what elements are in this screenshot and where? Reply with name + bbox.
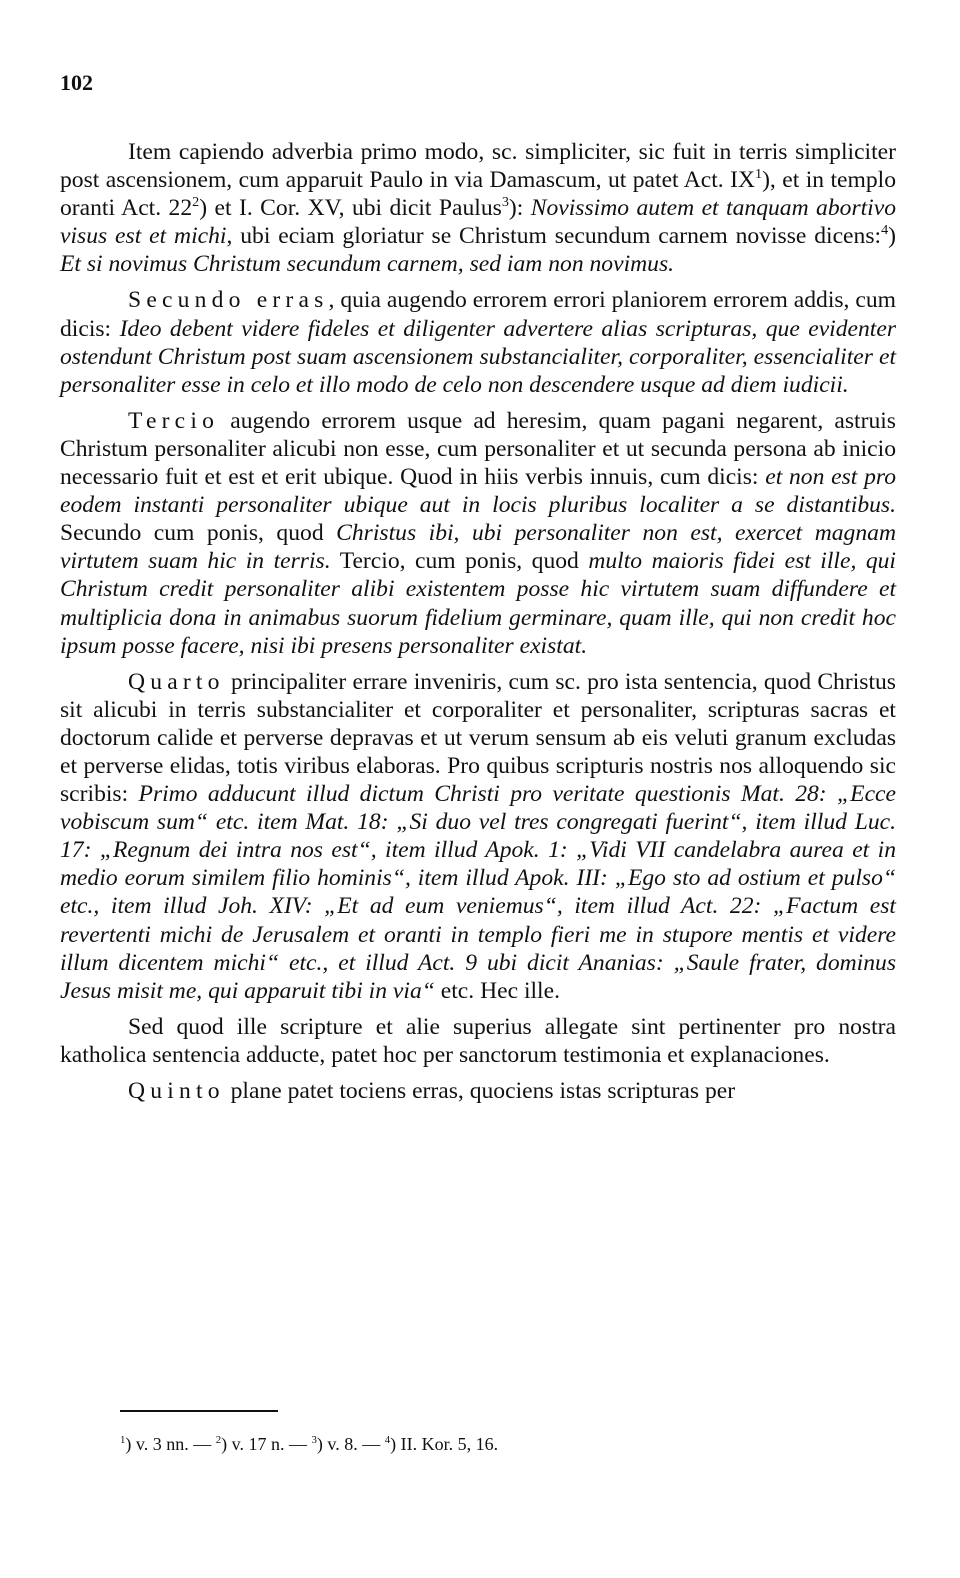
page-number: 102 [60,70,93,95]
spaced-heading-word: Tercio [128,407,220,434]
text-run: etc. Hec ille. [434,977,560,1004]
paragraph [60,1077,896,1105]
text-run: ) [888,223,896,250]
paragraph [60,668,896,1005]
paragraph [60,407,896,660]
text-run: ): [508,195,531,222]
paragraph [60,286,896,398]
footnote-text: ) v. 8. — [316,1434,385,1454]
footnote-number: 4 [384,1434,391,1446]
footnote-text: ) v. 3 nn. — [125,1434,216,1454]
footnote-number: 2 [215,1434,222,1446]
footnote-text: ) II. Kor. 5, 16. [390,1434,499,1454]
footnote-ref: 3 [501,194,509,211]
footnote-ref: 1 [755,166,763,183]
spaced-heading-word: Quarto [128,668,225,695]
text-run: Secundo cum ponis, quod [60,520,337,547]
text-run: Ideo debent videre fideles et diligenter advertere alias scripturas, que evidenter ostendunt Christum post suam ascensionem substancialiter, corporaliter, essencialiter et personaliter esse in celo et illo modo de celo non descendere usque ad diem iudicii. [60,315,897,398]
text-run: principaliter errare inveniris, cum sc. pro ista sentencia, quod Christus sit alicubi in terris substancialiter et corporaliter et personaliter, scripturas sacras et doctorum calide et perverse depravas et ut verum sensum ab eis veluti granum excludas et perverse elidas, totis viribus elaboras. Pro quibus scripturis nostris nos alloquendo sic scribis: [60,668,896,808]
spaced-heading-word: Secundo erras [128,287,329,314]
text-run: augendo errorem usque ad heresim, quam pagani negarent, astruis Christum personaliter alicubi non esse, cum personaliter et ut secunda persona ab inicio necessario fuit et est et erit ubique. Quod in hiis verbis innuis, cum dicis: [60,407,896,491]
paragraph [60,1013,896,1069]
text-run: Novissimo autem et tanquam abortivo visus est et michi [60,195,897,250]
paragraph [60,138,896,278]
text-run: ) et I. Cor. XV, ubi dicit Paulus [199,195,502,222]
text-run: , quia augendo errorem errori planiorem errorem addis, cum dicis: [60,287,896,342]
spaced-heading-word: Quinto [128,1078,225,1104]
main-text [60,138,896,1105]
text-run: Item capiendo adverbia primo modo, sc. simpliciter, sic fuit in terris simpliciter post ascensionem, cum apparuit Paulo in via Damascum, ut patet Act. IX [60,139,896,194]
text-run: multo maioris fidei est ille, qui Christum credit personaliter alibi existentem posse hic virtutem suam diffundere et multiplicia dona in animabus suorum fidelium germinare, quam ille, qui non credit hoc ipsum posse facere, nisi ibi presens personaliter existat. [60,548,896,659]
text-run: Et si novimus Christum secundum carnem, sed iam non novimus. [60,251,675,278]
footnote-ref: 4 [881,222,889,239]
footnote-text: ) v. 17 n. — [221,1434,312,1454]
text-run: Christus ibi, ubi personaliter non est, exercet magnam virtutem suam hic in terris. [60,520,896,575]
text-run: Primo adducunt illud dictum Christi pro veritate questionis Mat. 28: „Ecce vobiscum sum“ etc. item Mat. 18: „Si duo vel tres congregati fuerint“, item illud Luc. 17: „Regnum dei intra nos est“, item illud Apok. 1: „Vidi VII candelabra aurea et in medio eorum similem filio hominis“, item illud Apok. III: „Ego sto ad ostium et pulso“ etc., item illud Joh. XIV: „Et ad eum veniemus“, item illud Act. 22: „Factum est revertenti michi de Jerusalem et oranti in templo fieri me in stupore mentis et videre illum dicentem michi“ etc., et illud Act. 9 ubi dicit Ananias: „Saule frater, dominus Jesus misit me, qui apparuit tibi in via“ [60,781,896,1004]
footnote-number: 1 [120,1434,126,1446]
text-run: plane patet tociens erras, quociens istas scripturas per [224,1078,736,1104]
footnotes [120,1434,498,1455]
footnote-separator [120,1410,278,1412]
text-run: , ubi eciam gloriatur se Christum secundum carnem novisse dicens: [226,223,882,250]
footnote-number: 3 [311,1434,317,1446]
footnote-ref: 2 [192,194,200,211]
text-run: ), et in templo oranti Act. 22 [60,167,896,222]
text-run: et non est pro eodem instanti personaliter ubique aut in locis pluribus localiter a se distantibus. [60,464,896,519]
text-run: Sed quod ille scripture et alie superius allegate sint pertinenter pro nostra katholica sentencia adducte, patet hoc per sanctorum testimonia et explanaciones. [60,1013,896,1068]
text-run: Tercio, cum ponis, quod [330,548,589,575]
